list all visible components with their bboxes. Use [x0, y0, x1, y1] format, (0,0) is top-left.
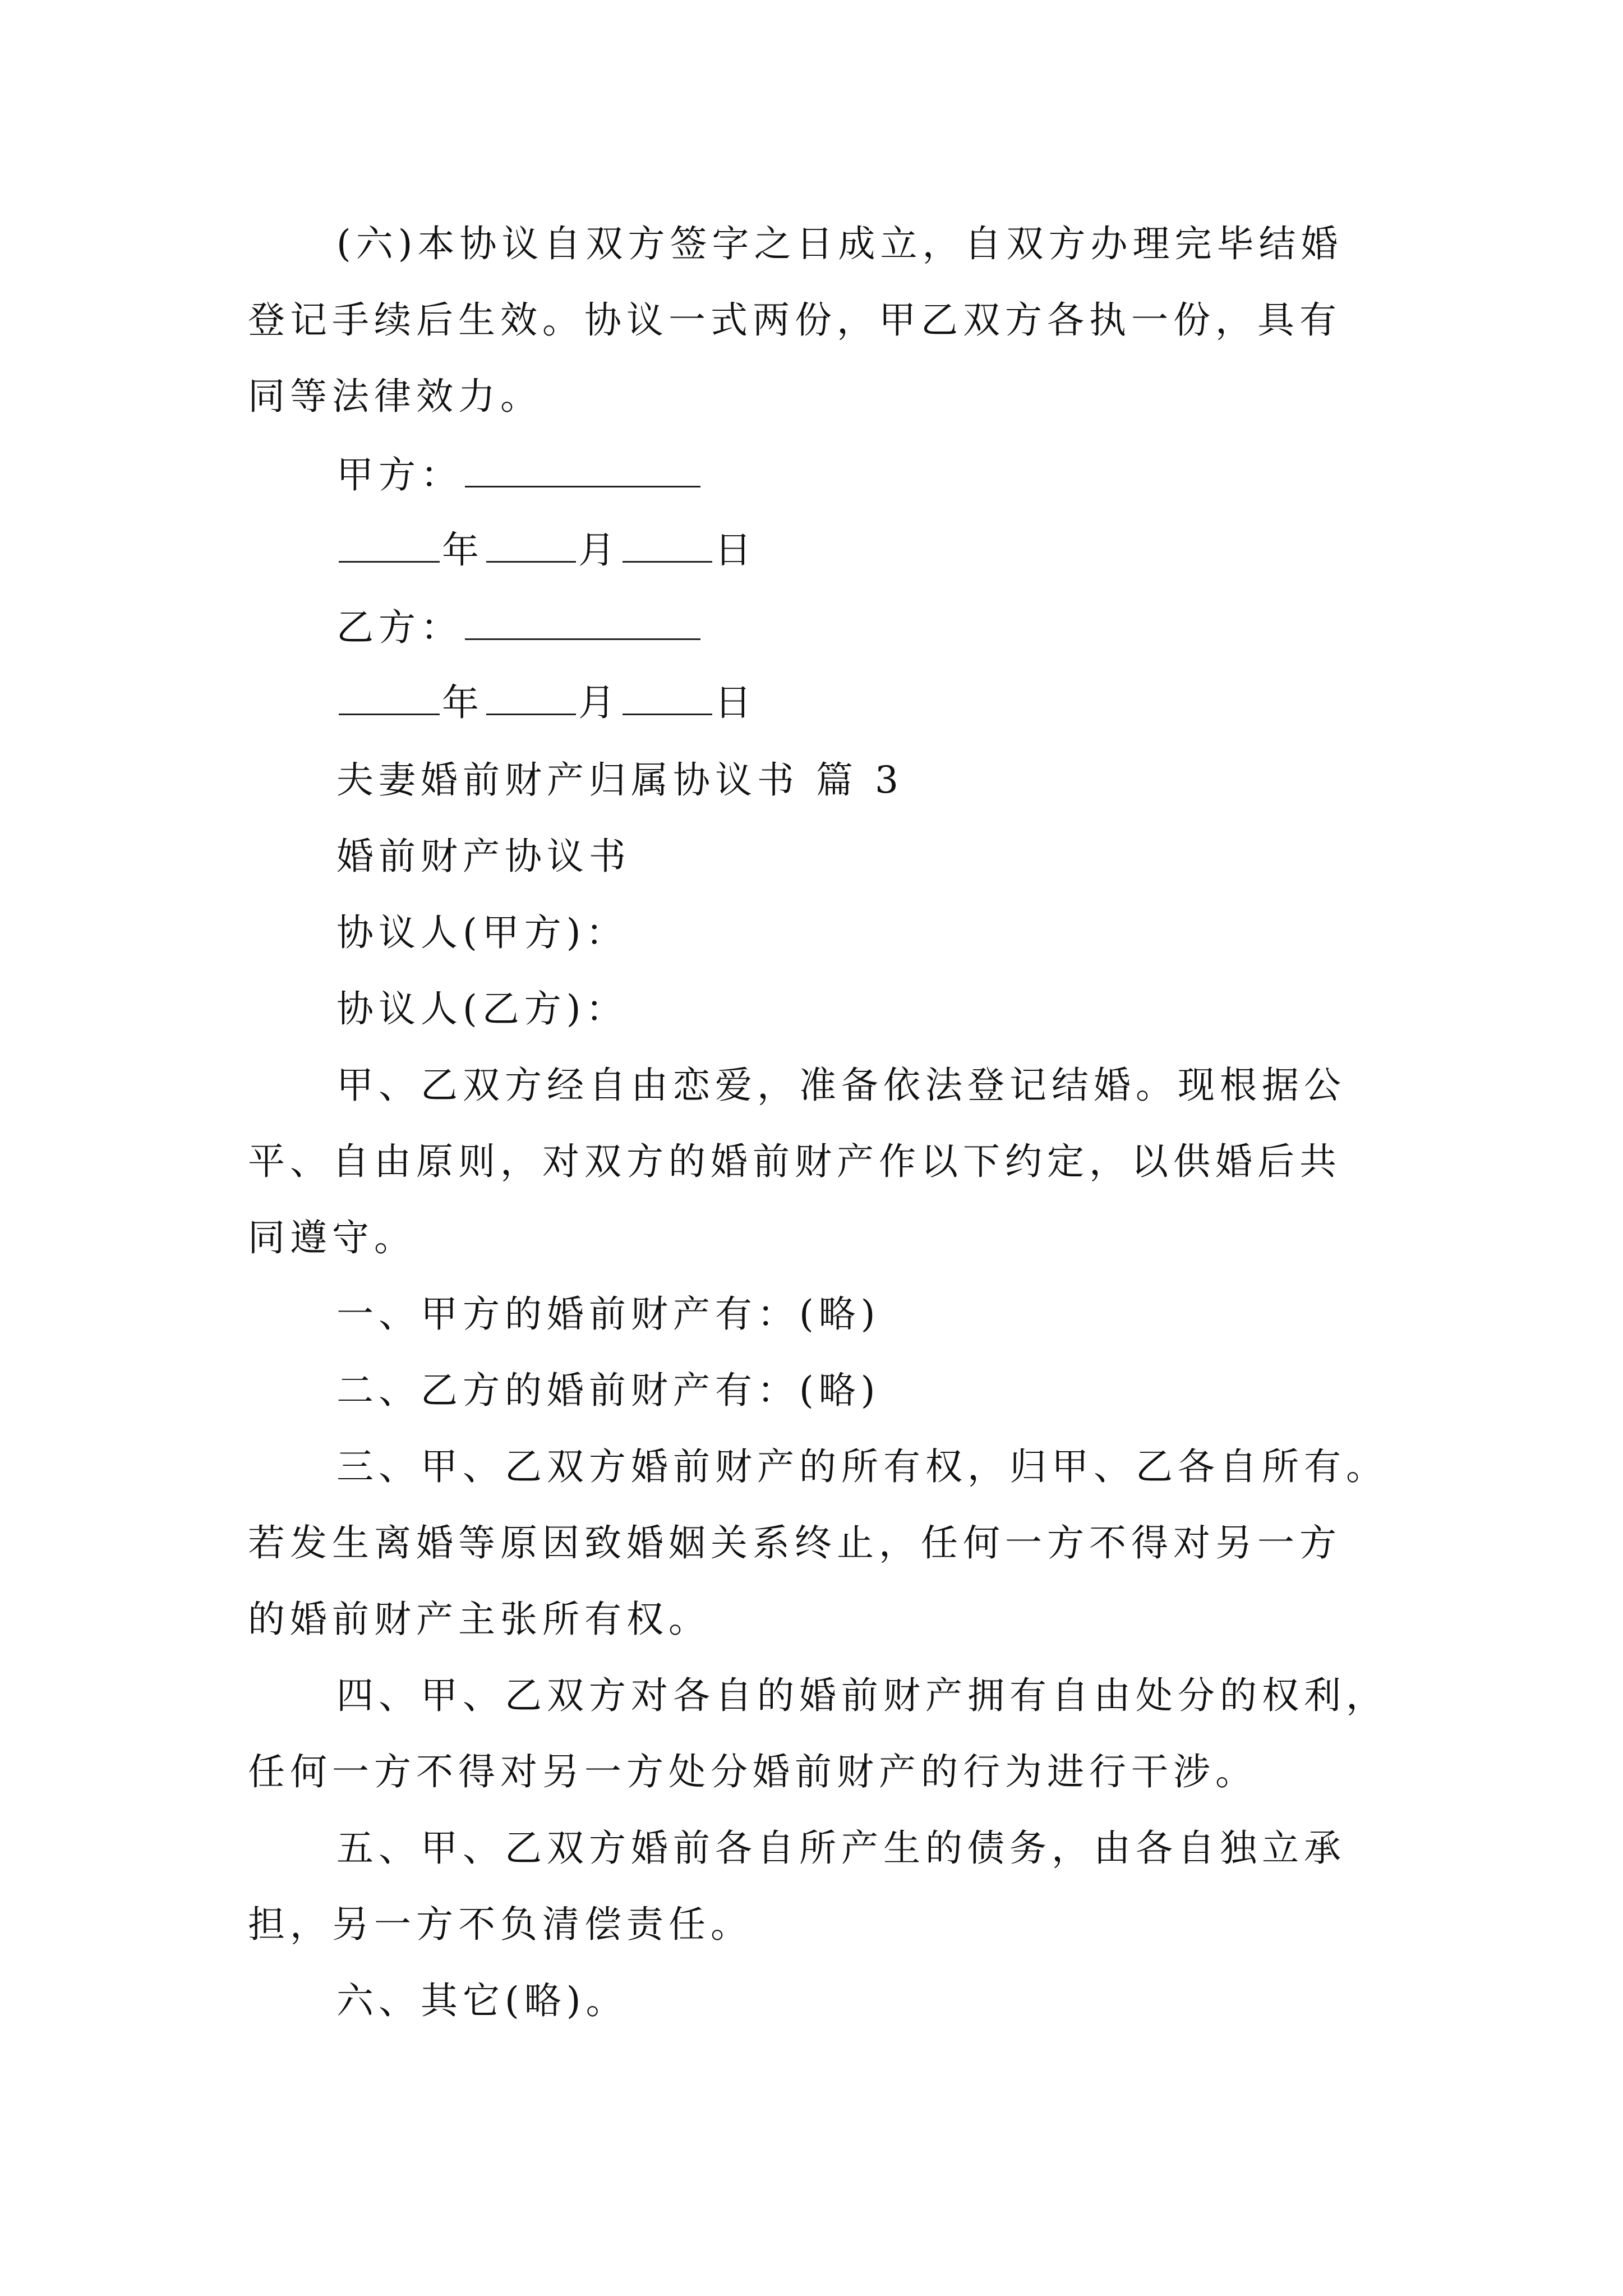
party-b-label: 乙方：	[336, 606, 463, 649]
clause-5-line: 担，另一方不负清偿责任。	[248, 1903, 753, 1946]
month-blank	[486, 680, 576, 715]
day-blank	[623, 527, 712, 563]
clause-4-line: 四、甲、乙双方对各自的婚前财产拥有自由处分的权利，	[336, 1674, 1388, 1717]
year-blank	[339, 680, 440, 715]
paragraph-line: 同等法律效力。	[248, 375, 542, 418]
month-label: 月	[578, 681, 620, 724]
party-a-line: 协议人(甲方)：	[336, 911, 628, 954]
intro-line: 同遵守。	[248, 1216, 416, 1259]
year-label: 年	[442, 528, 484, 572]
section-heading: 夫妻婚前财产归属协议书 篇 3	[336, 758, 903, 802]
clause-5-line: 五、甲、乙双方婚前各自所产生的债务，由各自独立承	[336, 1826, 1346, 1870]
party-a-blank	[465, 452, 700, 487]
party-b-blank	[465, 605, 700, 640]
party-b-signature-line	[336, 601, 1475, 654]
party-a-label: 甲方：	[336, 453, 463, 496]
month-blank	[486, 527, 576, 563]
intro-line: 平、自由原则，对双方的婚前财产作以下约定，以供婚后共	[248, 1140, 1341, 1183]
party-b-date-line	[336, 677, 1475, 729]
intro-line: 甲、乙双方经自由恋爱，准备依法登记结婚。现根据公	[336, 1064, 1346, 1107]
clause-3-line: 三、甲、乙双方婚前财产的所有权，归甲、乙各自所有。	[336, 1445, 1388, 1488]
month-label: 月	[578, 528, 620, 572]
clause-2: 二、乙方的婚前财产有：(略)	[336, 1369, 880, 1412]
agreement-title: 婚前财产协议书	[336, 835, 631, 878]
clause-4-line: 任何一方不得对另一方处分婚前财产的行为进行干涉。	[248, 1750, 1257, 1793]
party-a-signature-line	[336, 449, 1475, 501]
day-label: 日	[714, 528, 757, 572]
clause-3-line: 若发生离婚等原因致婚姻关系终止，任何一方不得对另一方	[248, 1521, 1341, 1565]
paragraph-line: (六)本协议自双方签字之日成立，自双方办理完毕结婚	[336, 222, 1343, 265]
day-label: 日	[714, 681, 757, 724]
day-blank	[623, 680, 712, 715]
clause-6: 六、其它(略)。	[336, 1979, 628, 2022]
year-label: 年	[442, 681, 484, 724]
paragraph-line: 登记手续后生效。协议一式两份，甲乙双方各执一份，具有	[248, 298, 1341, 342]
party-b-line: 协议人(乙方)：	[336, 987, 628, 1030]
clause-3-line: 的婚前财产主张所有权。	[248, 1598, 711, 1641]
clause-1: 一、甲方的婚前财产有：(略)	[336, 1292, 880, 1336]
party-a-date-line	[336, 524, 1475, 577]
year-blank	[339, 527, 440, 563]
